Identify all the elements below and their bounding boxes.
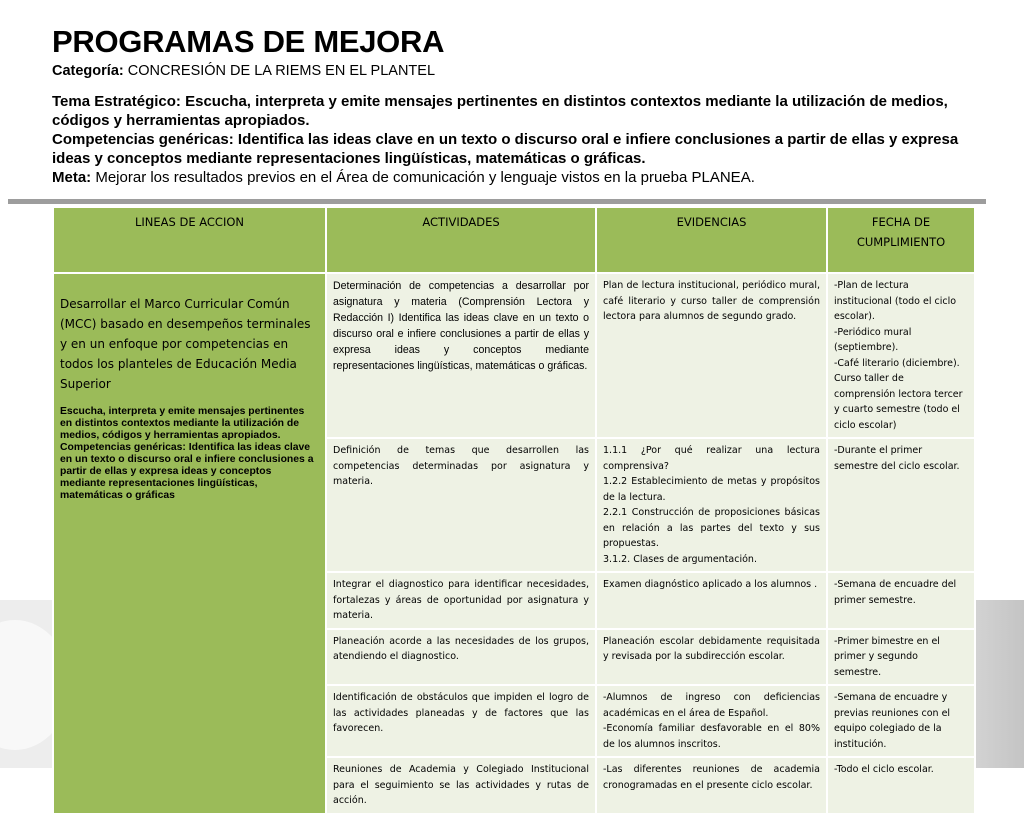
evidencia-line: Examen diagnóstico aplicado a los alumnos .: [603, 579, 818, 590]
evidencia-line: 3.1.2. Clases de argumentación.: [603, 553, 757, 565]
tema-text: Escucha, interpreta y emite mensajes pertinentes en distintos contextos mediante la utilización de medios, códigos y herramientas apropiados.: [52, 93, 948, 129]
fecha-line: -Durante el primer semestre del ciclo escolar.: [834, 445, 960, 472]
fecha-line: -Semana de encuadre del primer semestre.: [834, 579, 957, 606]
description-block: [52, 92, 992, 187]
evidencia-cell: [596, 438, 827, 572]
evidencia-cell: [596, 757, 827, 814]
actividad-cell: Planeación acorde a las necesidades de los grupos, atendiendo el diagnostico.: [326, 629, 596, 686]
fecha-cell: [827, 438, 975, 572]
fecha-cell: [827, 572, 975, 629]
meta-text: Mejorar los resultados previos en el Área de comunicación y lenguaje vistos en la prueba PLANEA.: [91, 169, 755, 186]
column-header-fecha: FECHA DE CUMPLIMIENTO: [827, 207, 975, 273]
evidencia-cell: [596, 629, 827, 686]
meta-label: Meta:: [52, 169, 92, 186]
table-body: [53, 273, 975, 814]
linea-sub-text-1: Escucha, interpreta y emite mensajes pertinentes en distintos contextos mediante la utilización de medios, códigos y herramientas apropiados.: [60, 406, 305, 441]
evidencia-line: -Alumnos de ingreso con deficiencias académicas en el área de Español.: [603, 692, 820, 719]
fecha-cell: [827, 629, 975, 686]
category-value: CONCRESIÓN DE LA RIEMS EN EL PLANTEL: [123, 63, 436, 79]
evidencia-line: 2.2.1 Construcción de proposiciones básicas en relación a las partes del texto y sus propuestas.: [603, 507, 820, 549]
slide-header: [52, 24, 992, 187]
evidencia-line: -Las diferentes reuniones de academia cronogramadas en el presente ciclo escolar.: [603, 764, 820, 791]
competencias-line: [52, 130, 992, 168]
evidencia-line: 1.1.1 ¿Por qué realizar una lectura comprensiva?: [603, 445, 820, 472]
divider-line: [8, 199, 986, 204]
table-header-row: [53, 207, 975, 273]
tema-line: [52, 92, 992, 130]
linea-main-text: Desarrollar el Marco Curricular Común (MCC) basado en desempeños terminales y en un enfoque por competencias en todos los planteles de Educación Media Superior: [60, 297, 311, 391]
evidencia-cell: [596, 572, 827, 629]
category-label: Categoría:: [52, 63, 124, 79]
actividad-cell: Determinación de competencias a desarrollar por asignatura y materia (Comprensión Lectora y Redacción I) Identifica las ideas clave en un texto o discurso oral e infiere conclusiones a partir de ellas y expresa ideas y conceptos mediante representaciones lingüísticas, matemáticas o gráficas.: [326, 273, 596, 438]
actividad-cell: Integrar el diagnostico para identificar necesidades, fortalezas y áreas de oportunidad por asignatura y materia.: [326, 572, 596, 629]
tema-label: Tema Estratégico:: [52, 93, 181, 110]
fecha-line: Curso taller de comprensión lectora tercer y cuarto semestre (todo el ciclo escolar): [834, 373, 963, 431]
evidencia-line: -Economía familiar desfavorable en el 80% de los alumnos inscritos.: [603, 723, 820, 750]
meta-line: [52, 168, 992, 187]
column-header-evidencias: EVIDENCIAS: [596, 207, 827, 273]
fecha-line: -Primer bimestre en el primer y segundo semestre.: [834, 635, 940, 678]
fecha-line: -Semana de encuadre y previas reuniones con el equipo colegiado de la institución.: [834, 692, 951, 750]
column-header-actividades: ACTIVIDADES: [326, 207, 596, 273]
evidencia-line: 1.2.2 Establecimiento de metas y propósitos de la lectura.: [603, 476, 820, 503]
actividad-cell: Definición de temas que desarrollen las competencias determinadas por asignatura y materia.: [326, 438, 596, 572]
evidencia-cell: [596, 273, 827, 438]
linea-accion-cell: [53, 273, 326, 814]
page-title: PROGRAMAS DE MEJORA: [52, 24, 445, 59]
fecha-line: -Todo el ciclo escolar.: [834, 764, 934, 775]
linea-sub-text-2: Competencias genéricas: Identifica las ideas clave en un texto o discurso oral e infiere conclusiones a partir de ellas y expresa ideas y conceptos mediante representaciones lingüísticas, matemáticas o gráficas: [60, 442, 314, 501]
evidencia-cell: [596, 685, 827, 757]
improvement-table: [52, 206, 976, 815]
fecha-cell: [827, 757, 975, 814]
fecha-line: -Periódico mural (septiembre).: [834, 326, 912, 353]
competencias-text: Identifica las ideas clave en un texto o discurso oral e infiere conclusiones a partir de ellas y expresa ideas y conceptos mediante representaciones lingüísticas, matemáticas o gráficas.: [52, 131, 959, 167]
actividad-cell: Identificación de obstáculos que impiden el logro de las actividades planeadas y de factores que las favorecen.: [326, 685, 596, 757]
fecha-line: -Plan de lectura institucional (todo el ciclo escolar).: [834, 280, 957, 322]
fecha-cell: [827, 273, 975, 438]
category-line: [52, 62, 992, 80]
fecha-cell: [827, 685, 975, 757]
competencias-label: Competencias genéricas:: [52, 131, 234, 148]
evidencia-line: Plan de lectura institucional, periódico mural, café literario y curso taller de comprensión lectora para alumnos de segundo grado.: [603, 280, 820, 322]
fecha-line: -Café literario (diciembre).: [834, 357, 960, 369]
evidencia-line: Planeación escolar debidamente requisitada y revisada por la subdirección escolar.: [603, 635, 820, 662]
table-row: [53, 273, 975, 438]
column-header-lineas: LINEAS DE ACCION: [53, 207, 326, 273]
actividad-cell: Reuniones de Academia y Colegiado Institucional para el seguimiento se las actividades y rutas de acción.: [326, 757, 596, 814]
